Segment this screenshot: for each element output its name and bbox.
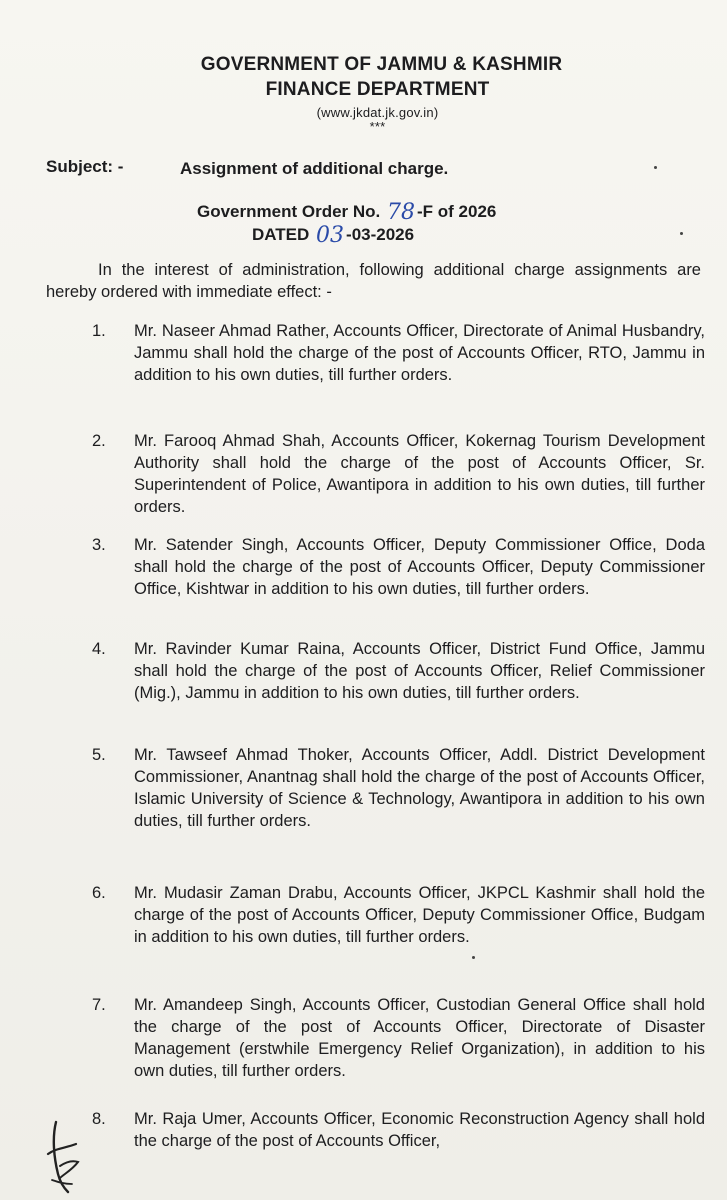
item-number: 6. (92, 884, 106, 902)
item-text: Mr. Naseer Ahmad Rather, Accounts Officer, Directorate of Animal Husbandry, Jammu shall hold the charge of the post of Accounts Officer, RTO, Jammu in addition to his own duties, till further orders. (134, 322, 705, 384)
item-number: 5. (92, 746, 106, 764)
item-text: Mr. Raja Umer, Accounts Officer, Economic Reconstruction Agency shall hold the charge of the post of Accounts Officer, (134, 1110, 705, 1150)
separator-stars: *** (369, 119, 386, 134)
intro-paragraph: In the interest of administration, following additional charge assignments are hereby ordered with immediate effect: - (46, 261, 701, 301)
handwritten-day: 03 (316, 223, 345, 248)
dated-suffix: -03-2026 (346, 225, 415, 244)
order-prefix: Government Order No. (197, 202, 381, 221)
subject-text: Assignment of additional charge. (180, 159, 449, 178)
item-number: 2. (92, 432, 106, 450)
item-text: Mr. Satender Singh, Accounts Officer, Deputy Commissioner Office, Doda shall hold the charge of the post of Accounts Officer, Deputy Commissioner Office, Kishtwar in addition to his own duties, till further orders. (134, 536, 705, 598)
paper-speck (680, 232, 683, 235)
item-text: Mr. Ravinder Kumar Raina, Accounts Officer, District Fund Office, Jammu shall hold the charge of the post of Accounts Officer, Relief Commissioner (Mig.), Jammu in addition to his own duties, till further orders. (134, 640, 705, 702)
item-number: 7. (92, 996, 106, 1014)
item-number: 4. (92, 640, 106, 658)
item-text: Mr. Mudasir Zaman Drabu, Accounts Officer, JKPCL Kashmir shall hold the charge of the post of Accounts Officer, Deputy Commissioner Office, Budgam in addition to his own duties, till further orders. (134, 884, 705, 946)
handwritten-order-number: 78 (387, 200, 415, 225)
government-heading: GOVERNMENT OF JAMMU & KASHMIR (200, 54, 563, 75)
department-heading: FINANCE DEPARTMENT (265, 79, 490, 100)
item-text: Mr. Tawseef Ahmad Thoker, Accounts Officer, Addl. District Development Commissioner, Anantnag shall hold the charge of the post of Accounts Officer, Islamic University of Science & Technology, Awantipora in addition to his own duties, till further orders. (134, 746, 705, 830)
item-text: Mr. Amandeep Singh, Accounts Officer, Custodian General Office shall hold the charge of the post of Accounts Officer, Directorate of Disaster Management (erstwhile Emergency Relief Organization), in addition to his own duties, till further orders. (134, 996, 705, 1080)
item-number: 3. (92, 536, 106, 554)
item-text: Mr. Farooq Ahmad Shah, Accounts Officer, Kokernag Tourism Development Authority shall hold the charge of the post of Accounts Officer, Sr. Superintendent of Police, Awantipora in addition to his own duties, till further orders. (134, 432, 705, 516)
dated-prefix: DATED (252, 225, 310, 244)
order-number-line (197, 198, 496, 223)
website-link[interactable]: (www.jkdat.jk.gov.in) (316, 105, 439, 120)
handwritten-margin-mark-icon (42, 1118, 86, 1196)
item-number: 1. (92, 322, 106, 340)
order-suffix: -F of 2026 (417, 202, 497, 221)
order-date-line (252, 221, 414, 246)
subject-label: Subject: - (46, 157, 124, 176)
item-number: 8. (92, 1110, 106, 1128)
paper-speck (654, 166, 657, 169)
paper-speck (472, 956, 475, 959)
